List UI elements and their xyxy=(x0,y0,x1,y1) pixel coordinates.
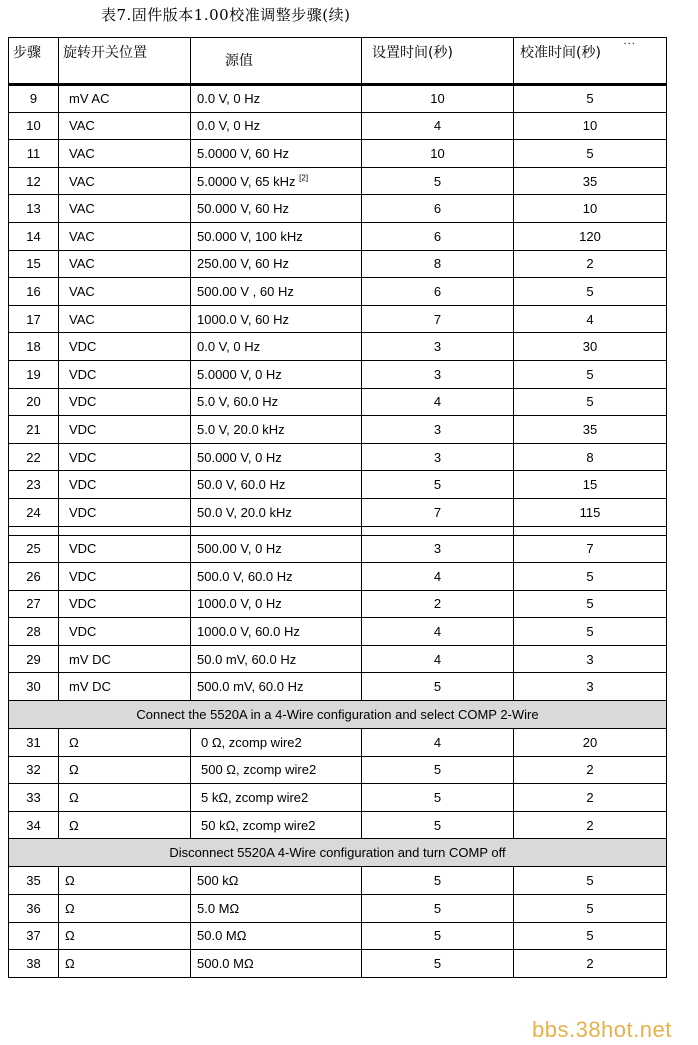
step-cell: 33 xyxy=(9,784,59,812)
calibration-table xyxy=(8,37,667,978)
source-cell xyxy=(191,167,362,195)
step-cell: 28 xyxy=(9,618,59,646)
source-value: 5.0 V, 60.0 Hz xyxy=(197,394,279,410)
source-value: 500.0 V, 60.0 Hz xyxy=(197,568,293,584)
table-row xyxy=(9,535,667,563)
source-cell xyxy=(191,140,362,168)
switch-cell: VDC xyxy=(59,535,191,563)
switch-cell: Ω xyxy=(59,950,191,978)
setup-time-cell: 8 xyxy=(362,250,514,278)
setup-time-cell: 5 xyxy=(362,471,514,499)
cal-time-cell: 15 xyxy=(514,471,667,499)
cal-time-cell: 2 xyxy=(514,250,667,278)
source-value: 500 Ω, zcomp wire2 xyxy=(201,762,317,778)
switch-cell: Ω xyxy=(59,811,191,839)
step-cell: 24 xyxy=(9,498,59,526)
setup-time-cell: 10 xyxy=(362,85,514,113)
switch-cell: VDC xyxy=(59,563,191,591)
source-cell xyxy=(191,85,362,113)
step-cell: 20 xyxy=(9,388,59,416)
switch-cell: Ω xyxy=(59,756,191,784)
switch-cell: VAC xyxy=(59,167,191,195)
instruction-row-text: Disconnect 5520A 4-Wire configuration and turn COMP off xyxy=(9,839,667,867)
cal-time-cell: 35 xyxy=(514,416,667,444)
setup-time-cell: 5 xyxy=(362,867,514,895)
switch-cell: Ω xyxy=(59,729,191,757)
cal-time-cell: 4 xyxy=(514,305,667,333)
cal-time-cell: 5 xyxy=(514,563,667,591)
switch-cell: VDC xyxy=(59,498,191,526)
source-cell xyxy=(191,729,362,757)
setup-time-cell: 5 xyxy=(362,784,514,812)
spacer-cell xyxy=(9,526,59,535)
step-cell: 14 xyxy=(9,222,59,250)
table-row xyxy=(9,811,667,839)
setup-time-cell: 4 xyxy=(362,618,514,646)
switch-cell: mV DC xyxy=(59,673,191,701)
setup-time-cell: 4 xyxy=(362,645,514,673)
source-value: 250.00 V, 60 Hz xyxy=(197,256,290,272)
source-cell xyxy=(191,333,362,361)
footnote-ref: [2] xyxy=(299,173,309,183)
source-value: 50.000 V, 60 Hz xyxy=(197,201,290,217)
setup-time-cell: 10 xyxy=(362,140,514,168)
source-value: 5.0 MΩ xyxy=(197,900,240,916)
table-row xyxy=(9,618,667,646)
step-cell: 17 xyxy=(9,305,59,333)
cal-time-cell: 8 xyxy=(514,443,667,471)
cal-time-cell: 3 xyxy=(514,673,667,701)
step-cell: 9 xyxy=(9,85,59,113)
source-value: 500.00 V, 0 Hz xyxy=(197,541,282,557)
setup-time-cell: 5 xyxy=(362,950,514,978)
cal-time-cell: 35 xyxy=(514,167,667,195)
table-row xyxy=(9,498,667,526)
source-value: 5.0000 V, 65 kHz xyxy=(197,173,296,189)
setup-time-cell: 4 xyxy=(362,563,514,591)
header-row xyxy=(9,38,667,85)
source-value: 500.0 MΩ xyxy=(197,956,254,972)
table-row xyxy=(9,756,667,784)
step-cell: 27 xyxy=(9,590,59,618)
table-row xyxy=(9,471,667,499)
watermark: bbs.38hot.net xyxy=(532,1017,672,1042)
table-row xyxy=(9,112,667,140)
switch-cell: mV AC xyxy=(59,85,191,113)
table-row xyxy=(9,140,667,168)
table-caption: 表7.固件版本1.00校准调整步骤(续) xyxy=(101,6,351,24)
table-body xyxy=(9,85,667,978)
header-switch: 旋转开关位置 xyxy=(59,38,191,85)
cal-time-cell: 120 xyxy=(514,222,667,250)
cal-time-cell: 5 xyxy=(514,618,667,646)
instruction-row xyxy=(9,701,667,729)
spacer-cell xyxy=(514,526,667,535)
source-cell xyxy=(191,305,362,333)
setup-time-cell: 6 xyxy=(362,195,514,223)
table-row xyxy=(9,195,667,223)
source-value: 500.0 mV, 60.0 Hz xyxy=(197,679,304,695)
cal-time-cell: 10 xyxy=(514,112,667,140)
setup-time-cell: 6 xyxy=(362,222,514,250)
switch-cell: VAC xyxy=(59,278,191,306)
source-cell xyxy=(191,563,362,591)
source-cell xyxy=(191,250,362,278)
step-cell: 29 xyxy=(9,645,59,673)
setup-time-cell: 3 xyxy=(362,333,514,361)
source-value: 1000.0 V, 0 Hz xyxy=(197,596,282,612)
cal-time-cell: 2 xyxy=(514,784,667,812)
source-cell xyxy=(191,112,362,140)
source-cell xyxy=(191,195,362,223)
step-cell: 35 xyxy=(9,867,59,895)
table-row xyxy=(9,673,667,701)
spacer-cell xyxy=(362,526,514,535)
source-value: 5.0000 V, 0 Hz xyxy=(197,366,282,382)
step-cell: 13 xyxy=(9,195,59,223)
setup-time-cell: 5 xyxy=(362,922,514,950)
step-cell: 31 xyxy=(9,729,59,757)
table-row xyxy=(9,645,667,673)
cal-time-cell: 115 xyxy=(514,498,667,526)
step-cell: 36 xyxy=(9,895,59,923)
cal-time-cell: 3 xyxy=(514,645,667,673)
table-row xyxy=(9,85,667,113)
setup-time-cell: 7 xyxy=(362,498,514,526)
source-value: 50.0 mV, 60.0 Hz xyxy=(197,651,297,667)
source-cell xyxy=(191,922,362,950)
switch-cell: VDC xyxy=(59,360,191,388)
source-value: 5 kΩ, zcomp wire2 xyxy=(201,790,309,806)
source-value: 50.0 V, 60.0 Hz xyxy=(197,477,286,493)
setup-time-cell: 4 xyxy=(362,112,514,140)
step-cell: 22 xyxy=(9,443,59,471)
table-row xyxy=(9,443,667,471)
cal-time-cell: 5 xyxy=(514,278,667,306)
source-cell xyxy=(191,673,362,701)
source-value: 0.0 V, 0 Hz xyxy=(197,91,261,107)
setup-time-cell: 3 xyxy=(362,360,514,388)
cal-time-cell: 2 xyxy=(514,756,667,784)
cal-time-cell: 5 xyxy=(514,388,667,416)
switch-cell: VDC xyxy=(59,333,191,361)
table-row xyxy=(9,360,667,388)
cal-time-cell: 5 xyxy=(514,360,667,388)
source-cell xyxy=(191,756,362,784)
table-row xyxy=(9,388,667,416)
source-cell xyxy=(191,222,362,250)
table-row xyxy=(9,867,667,895)
source-cell xyxy=(191,471,362,499)
table-row xyxy=(9,278,667,306)
setup-time-cell: 5 xyxy=(362,167,514,195)
step-cell: 11 xyxy=(9,140,59,168)
setup-time-cell: 6 xyxy=(362,278,514,306)
switch-cell: Ω xyxy=(59,895,191,923)
setup-time-cell: 3 xyxy=(362,443,514,471)
step-cell: 15 xyxy=(9,250,59,278)
source-cell xyxy=(191,811,362,839)
table-row xyxy=(9,250,667,278)
switch-cell: VDC xyxy=(59,388,191,416)
setup-time-cell: 4 xyxy=(362,729,514,757)
setup-time-cell: 5 xyxy=(362,673,514,701)
switch-cell: VDC xyxy=(59,416,191,444)
cal-time-cell: 2 xyxy=(514,950,667,978)
source-value: 500 kΩ xyxy=(197,873,239,889)
switch-cell: VAC xyxy=(59,250,191,278)
source-value: 50.000 V, 100 kHz xyxy=(197,228,303,244)
source-cell xyxy=(191,535,362,563)
source-cell xyxy=(191,895,362,923)
instruction-row xyxy=(9,839,667,867)
table-row xyxy=(9,416,667,444)
source-value: 5.0 V, 20.0 kHz xyxy=(197,421,285,437)
step-cell: 25 xyxy=(9,535,59,563)
step-cell: 37 xyxy=(9,922,59,950)
source-value: 500.00 V , 60 Hz xyxy=(197,283,294,299)
switch-cell: VAC xyxy=(59,195,191,223)
setup-time-cell: 3 xyxy=(362,535,514,563)
step-cell: 32 xyxy=(9,756,59,784)
source-value: 0.0 V, 0 Hz xyxy=(197,339,261,355)
source-cell xyxy=(191,278,362,306)
cal-time-cell: 5 xyxy=(514,895,667,923)
switch-cell: Ω xyxy=(59,784,191,812)
switch-cell: VAC xyxy=(59,222,191,250)
cal-time-cell: 20 xyxy=(514,729,667,757)
switch-cell: VDC xyxy=(59,590,191,618)
source-cell xyxy=(191,950,362,978)
step-cell: 30 xyxy=(9,673,59,701)
switch-cell: VDC xyxy=(59,618,191,646)
cal-time-cell: 5 xyxy=(514,140,667,168)
source-cell xyxy=(191,498,362,526)
source-cell xyxy=(191,590,362,618)
source-cell xyxy=(191,784,362,812)
step-cell: 26 xyxy=(9,563,59,591)
header-setup-time: 设置时间(秒) xyxy=(362,38,514,85)
cal-time-cell: 5 xyxy=(514,922,667,950)
table-row xyxy=(9,784,667,812)
table-row xyxy=(9,305,667,333)
header-source: 源值 xyxy=(191,38,362,85)
setup-time-cell: 7 xyxy=(362,305,514,333)
step-cell: 12 xyxy=(9,167,59,195)
switch-cell: Ω xyxy=(59,922,191,950)
step-cell: 10 xyxy=(9,112,59,140)
table-row xyxy=(9,950,667,978)
header-dots: ... xyxy=(623,36,636,47)
source-cell xyxy=(191,388,362,416)
table-row xyxy=(9,222,667,250)
source-value: 50.0 V, 20.0 kHz xyxy=(197,504,292,520)
step-cell: 16 xyxy=(9,278,59,306)
instruction-row-text: Connect the 5520A in a 4-Wire configuration and select COMP 2-Wire xyxy=(9,701,667,729)
source-value: 1000.0 V, 60.0 Hz xyxy=(197,624,300,640)
source-cell xyxy=(191,618,362,646)
switch-cell: VAC xyxy=(59,305,191,333)
spacer-cell xyxy=(59,526,191,535)
step-cell: 21 xyxy=(9,416,59,444)
spacer-row xyxy=(9,526,667,535)
cal-time-cell: 10 xyxy=(514,195,667,223)
cal-time-cell: 5 xyxy=(514,867,667,895)
source-value: 5.0000 V, 60 Hz xyxy=(197,145,290,161)
switch-cell: VDC xyxy=(59,443,191,471)
cal-time-cell: 5 xyxy=(514,85,667,113)
table-row xyxy=(9,729,667,757)
switch-cell: VAC xyxy=(59,140,191,168)
source-cell xyxy=(191,867,362,895)
setup-time-cell: 2 xyxy=(362,590,514,618)
header-step: 步骤 xyxy=(9,38,59,85)
table-row xyxy=(9,167,667,195)
source-value: 50.000 V, 0 Hz xyxy=(197,449,282,465)
cal-time-cell: 30 xyxy=(514,333,667,361)
table-row xyxy=(9,895,667,923)
source-value: 0.0 V, 0 Hz xyxy=(197,118,261,134)
table-row xyxy=(9,563,667,591)
switch-cell: Ω xyxy=(59,867,191,895)
table-row xyxy=(9,333,667,361)
source-value: 0 Ω, zcomp wire2 xyxy=(201,734,302,750)
cal-time-cell: 2 xyxy=(514,811,667,839)
source-cell xyxy=(191,443,362,471)
cal-time-cell: 7 xyxy=(514,535,667,563)
setup-time-cell: 5 xyxy=(362,895,514,923)
setup-time-cell: 5 xyxy=(362,811,514,839)
spacer-cell xyxy=(191,526,362,535)
cal-time-cell: 5 xyxy=(514,590,667,618)
table-row xyxy=(9,922,667,950)
setup-time-cell: 3 xyxy=(362,416,514,444)
source-cell xyxy=(191,360,362,388)
switch-cell: VDC xyxy=(59,471,191,499)
source-cell xyxy=(191,645,362,673)
table-row xyxy=(9,590,667,618)
step-cell: 18 xyxy=(9,333,59,361)
source-value: 50.0 MΩ xyxy=(197,928,247,944)
source-cell xyxy=(191,416,362,444)
step-cell: 19 xyxy=(9,360,59,388)
header-cal-time: 校准时间(秒) ... xyxy=(514,38,667,85)
source-value: 50 kΩ, zcomp wire2 xyxy=(201,817,316,833)
source-value: 1000.0 V, 60 Hz xyxy=(197,311,290,327)
step-cell: 23 xyxy=(9,471,59,499)
switch-cell: mV DC xyxy=(59,645,191,673)
setup-time-cell: 5 xyxy=(362,756,514,784)
step-cell: 34 xyxy=(9,811,59,839)
step-cell: 38 xyxy=(9,950,59,978)
switch-cell: VAC xyxy=(59,112,191,140)
setup-time-cell: 4 xyxy=(362,388,514,416)
